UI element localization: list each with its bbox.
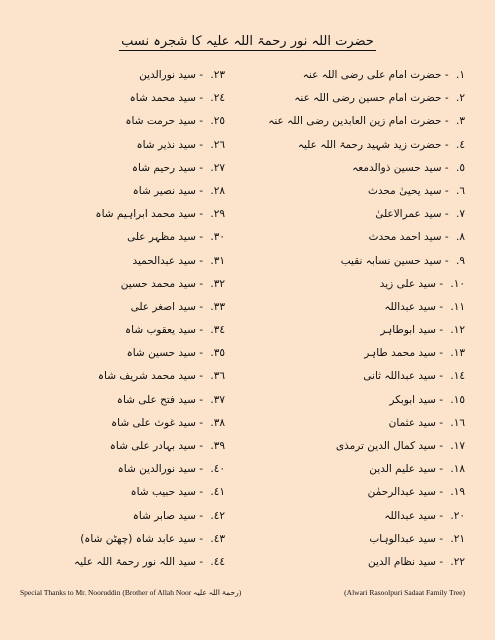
list-item-number: ٣٤. [210, 324, 225, 337]
list-item-number: ١٨. [450, 463, 465, 476]
list-item-number: ٣٢. [210, 277, 225, 290]
list-item-name: سید نذیر شاہ [136, 138, 196, 151]
list-item-number: ١٧. [450, 440, 465, 452]
list-item-name: سید عبداللہ [384, 509, 436, 522]
list-item: ٤٠. - سید نورالدین شاہ [25, 458, 225, 481]
list-item-name: سید عمرالاعلیٰ [375, 208, 442, 221]
list-item: ٤. - حضرت زید شہید رحمۃ اللہ علیہ [250, 134, 465, 157]
list-item: ٣٠. - سید مظہر علی [25, 226, 225, 249]
list-item-name: سید بہادر علی شاہ [109, 440, 196, 452]
list-item: ١٣. - سید محمد طاہر [250, 342, 465, 365]
list-item-name: سید محمد طاہر [364, 347, 436, 360]
list-item-number: ٧. [456, 208, 465, 221]
list-item-number: ١٩. [450, 486, 465, 499]
list-item-name: سید یحییٰ محدث [367, 184, 442, 197]
list-item-number: ٢٣. [210, 69, 225, 81]
list-item-number: ٤١. [210, 486, 225, 499]
list-item: ٣٨. - سید غوث علی شاہ [25, 412, 225, 435]
list-item-number: ١٢. [450, 324, 465, 337]
list-item-name: سید احمد محدث [368, 231, 442, 244]
list-item-name: سید اصغر علی [130, 300, 196, 313]
list-item-name: سید غوث علی شاہ [110, 416, 196, 429]
list-item-name: حضرت زید شہید رحمۃ اللہ علیہ [297, 138, 442, 151]
list-item: ١١. - سید عبداللہ [250, 296, 465, 319]
list-item-name: سید حرمت شاہ [125, 115, 196, 128]
list-item-number: ٣٥. [210, 347, 225, 360]
list-item-number: ١٣. [450, 347, 465, 360]
list-item-name: سید نظام الدین [367, 555, 436, 568]
list-item-name: سید رحیم شاہ [131, 161, 196, 174]
list-item-name: سید نورالدین [139, 69, 196, 81]
list-item: ٤٤. - سید اللہ نور رحمۃ اللہ علیہ [25, 551, 225, 574]
page-title [0, 34, 495, 49]
list-item: ٣٦. - سید محمد شریف شاہ [25, 365, 225, 388]
list-item: ١٦. - سید عثمان [250, 412, 465, 435]
list-item-name: سید حبیب شاہ [130, 486, 196, 499]
list-item: ٣٤. - سید یعقوب شاہ [25, 319, 225, 342]
list-item-name: سید اللہ نور رحمۃ اللہ علیہ [73, 555, 196, 568]
list-item: ٣٩. - سید بہادر علی شاہ [25, 435, 225, 458]
list-item-number: ١٤. [450, 370, 465, 383]
list-item: ٩. - سید حسین نسابہ نقیب [250, 250, 465, 273]
list-item-name: سید محمد حسین [120, 277, 196, 290]
list-item: ١٧. - سید کمال الدین ترمذی [250, 435, 465, 458]
list-item-name: سید فتح علی شاہ [116, 393, 196, 406]
list-item-number: ٣٣. [210, 300, 225, 313]
list-item-number: ٢٦. [210, 138, 225, 151]
list-item-number: ٤٣. [210, 532, 225, 545]
list-item-name: سید نصیر شاہ [132, 184, 196, 197]
list-item: ١٨. - سید علیم الدین [250, 458, 465, 481]
list-item-number: ٥. [456, 161, 465, 174]
left-column-list [25, 64, 225, 574]
right-column-list [250, 64, 465, 574]
list-item-number: ١٥. [450, 393, 465, 406]
list-item: ٢٧. - سید رحیم شاہ [25, 157, 225, 180]
list-item: ٢٣. - سید نورالدین [25, 64, 225, 87]
list-item-name: سید حسین نسابہ نقیب [340, 254, 442, 267]
list-item: ١٩. - سید عبدالرحمٰن [250, 481, 465, 504]
footer-thanks: Special Thanks to Mr. Nooruddin (Brother of Allah Noor رحمۃ اللہ علیہ) [20, 588, 242, 597]
list-item-number: ٣. [456, 115, 465, 128]
list-item-name: سید عابد شاہ (چھٹن شاہ) [80, 532, 196, 545]
list-item-name: سید حسین شاہ [126, 347, 196, 360]
list-item-name: سید محمد شاہ [129, 92, 196, 105]
list-item: ٤٣. - سید عابد شاہ (چھٹن شاہ) [25, 528, 225, 551]
list-item-number: ٤٤. [210, 555, 225, 568]
list-item: ٢. - حضرت امام حسین رضی اللہ عنہ [250, 87, 465, 110]
list-item-name: سید نورالدین شاہ [117, 463, 196, 476]
list-item: ٦. - سید یحییٰ محدث [250, 180, 465, 203]
list-item-number: ٢٧. [210, 161, 225, 174]
list-item-name: سید یعقوب شاہ [124, 324, 196, 337]
footer-family-tree-label: (Alwari Rasoolpuri Sadaat Family Tree) [344, 588, 465, 597]
list-item: ٣٢. - سید محمد حسین [25, 273, 225, 296]
list-item: ٥. - سید حسین ذوالدمعہ [250, 157, 465, 180]
list-item-name: سید کمال الدین ترمذی [335, 440, 436, 452]
list-item: ٢١. - سید عبدالوہاب [250, 528, 465, 551]
list-item: ٣٥. - سید حسین شاہ [25, 342, 225, 365]
list-item-number: ٣٦. [210, 370, 225, 383]
list-item-name: سید عبدالوہاب [369, 532, 436, 545]
list-item-name: سید مظہر علی [127, 231, 196, 244]
list-item-number: ٣١. [210, 254, 225, 267]
list-item: ١٢. - سید ابوطاہر [250, 319, 465, 342]
list-item-number: ٣٩. [210, 440, 225, 452]
list-item-name: سید ابوطاہر [380, 324, 436, 337]
list-item-number: ٣٧. [210, 393, 225, 406]
list-item-name: سید عبدالرحمٰن [367, 486, 436, 499]
list-item-number: ٩. [456, 254, 465, 267]
list-item-name: سید عبدالحمید [132, 254, 196, 267]
list-item-number: ١٠. [450, 277, 465, 290]
list-item-name: سید صابر شاہ [132, 509, 196, 522]
list-item-number: ٤٢. [210, 509, 225, 522]
list-item-number: ١. [456, 69, 465, 81]
list-item: ٢٢. - سید نظام الدین [250, 551, 465, 574]
list-item: ٤١. - سید حبیب شاہ [25, 481, 225, 504]
list-item-number: ٢٤. [210, 92, 225, 105]
list-item: ٢٠. - سید عبداللہ [250, 505, 465, 528]
list-item: ٧. - سید عمرالاعلیٰ [250, 203, 465, 226]
list-item: ٢٩. - سید محمد ابراہیم شاہ [25, 203, 225, 226]
list-item-number: ٢٩. [210, 208, 225, 221]
list-item-number: ٢٨. [210, 184, 225, 197]
list-item-name: حضرت امام علی رضی اللہ عنہ [302, 69, 442, 81]
list-item: ١٥. - سید ابوبکر [250, 389, 465, 412]
list-item: ٢٦. - سید نذیر شاہ [25, 134, 225, 157]
list-item-name: سید علیم الدین [369, 463, 436, 476]
page-title-text: حضرت اللہ نور رحمۃ اللہ علیہ کا شجرہ نسب [121, 34, 374, 49]
list-item: ١٠. - سید علی زید [250, 273, 465, 296]
list-item-number: ٢. [456, 92, 465, 105]
list-item: ٢٥. - سید حرمت شاہ [25, 110, 225, 133]
list-item-name: سید محمد شریف شاہ [97, 370, 196, 383]
list-item: ٢٨. - سید نصیر شاہ [25, 180, 225, 203]
list-item: ٨. - سید احمد محدث [250, 226, 465, 249]
list-item-number: ٢١. [450, 532, 465, 545]
list-item: ٣١. - سید عبدالحمید [25, 250, 225, 273]
list-item-name: سید علی زید [379, 277, 436, 290]
list-item: ٣٧. - سید فتح علی شاہ [25, 389, 225, 412]
list-item-number: ١١. [450, 300, 465, 313]
list-item-number: ٣٠. [210, 231, 225, 244]
list-item-number: ٣٨. [210, 416, 225, 429]
list-item: ١٤. - سید عبداللہ ثانی [250, 365, 465, 388]
list-item-number: ١٦. [450, 416, 465, 429]
list-item-name: سید عبداللہ [384, 300, 436, 313]
list-item-name: حضرت امام زین العابدین رضی اللہ عنہ [268, 115, 442, 128]
list-item-number: ٢٠. [450, 509, 465, 522]
list-item-number: ٢٥. [210, 115, 225, 128]
list-item-name: سید ابوبکر [389, 393, 436, 406]
list-item-number: ٢٢. [450, 555, 465, 568]
list-item: ١. - حضرت امام علی رضی اللہ عنہ [250, 64, 465, 87]
list-item-name: سید عثمان [388, 416, 436, 429]
list-item: ٢٤. - سید محمد شاہ [25, 87, 225, 110]
list-item-number: ٤. [456, 138, 465, 151]
list-item-number: ٤٠. [210, 463, 225, 476]
list-item-number: ٦. [456, 184, 465, 197]
list-item: ٣. - حضرت امام زین العابدین رضی اللہ عنہ [250, 110, 465, 133]
list-item-name: سید عبداللہ ثانی [363, 370, 436, 383]
list-item-name: سید حسین ذوالدمعہ [352, 161, 442, 174]
list-item-number: ٨. [456, 231, 465, 244]
list-item-name: حضرت امام حسین رضی اللہ عنہ [294, 92, 442, 105]
list-item: ٤٢. - سید صابر شاہ [25, 505, 225, 528]
list-item-name: سید محمد ابراہیم شاہ [95, 208, 196, 221]
list-item: ٣٣. - سید اصغر علی [25, 296, 225, 319]
